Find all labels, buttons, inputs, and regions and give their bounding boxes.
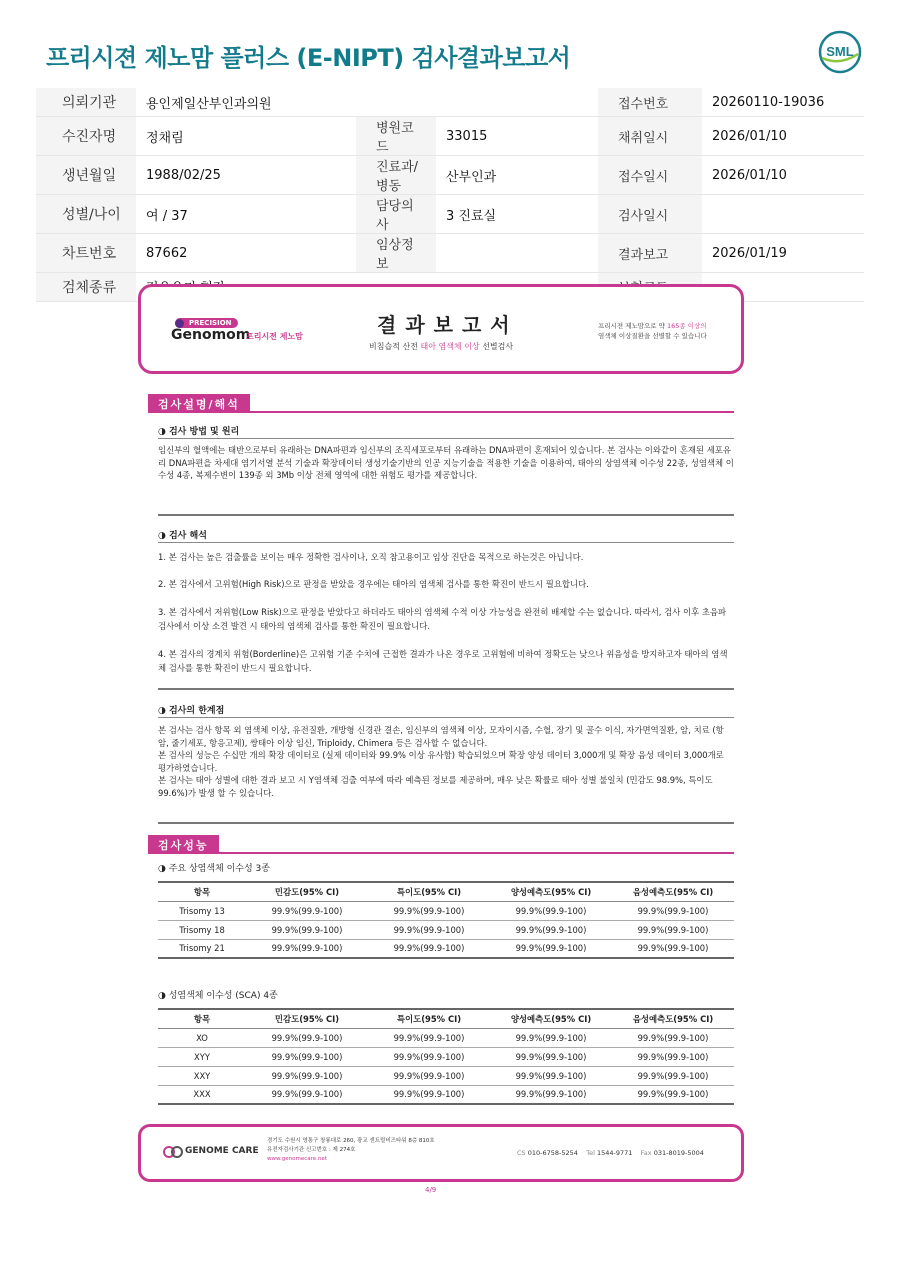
column-header: 특이도(95% CI)	[368, 1009, 490, 1028]
table-cell: 99.9%(99.9-100)	[612, 1028, 734, 1047]
column-header: 양성예측도(95% CI)	[490, 1009, 612, 1028]
report-date-label: 결과보고	[598, 234, 702, 273]
column-header: 민감도(95% CI)	[246, 882, 368, 901]
column-header: 항목	[158, 882, 246, 901]
table-row	[158, 1047, 734, 1066]
test-date-label: 검사일시	[598, 195, 702, 234]
sex-age-value: 여 / 37	[136, 195, 356, 234]
table-cell: 99.9%(99.9-100)	[246, 1028, 368, 1047]
method-text: 임신부의 혈액에는 태반으로부터 유래하는 DNA파편과 임신부의 조직세포로부터 유래하는 DNA파편이 혼재되어 있습니다. 본 검사는 이와같이 혼재된 세포유리 DNA파편을 차세대 염기서열 분석 기술과 확장데이터 생성기술기반의 인공 지능기술을 적용한 기술을 이용하여, 태아의 상염색체 이수성 22종, 성염색체 이수성 4종, 복제수변이 139종 외 3Mb 이상 전체 영역에 대한 위험도 평가를 제공합니다.	[158, 445, 734, 480]
table-cell: XYY	[158, 1047, 246, 1066]
genome-care-address: 경기도 수원시 영통구 창룡대로 260, 광교 센트럴비즈타워 8층 810호 유전자검사기관 신고번호 : 제 274호 www.genomecare.net	[267, 1138, 435, 1162]
table-row	[158, 939, 734, 958]
table-cell: 99.9%(99.9-100)	[368, 939, 490, 958]
table-cell: 99.9%(99.9-100)	[490, 1047, 612, 1066]
column-header: 특이도(95% CI)	[368, 882, 490, 901]
table-cell: XXX	[158, 1085, 246, 1104]
table-cell: Trisomy 13	[158, 901, 246, 920]
table-row	[158, 901, 734, 920]
table-row	[158, 920, 734, 939]
hospital-code-label: 병원코드	[356, 117, 436, 156]
doctor-label: 담당의사	[356, 195, 436, 234]
table-cell: Trisomy 21	[158, 939, 246, 958]
table1-heading: ◑ 주요 상염색체 이수성 3종	[158, 864, 270, 874]
patient-label: 수진자명	[36, 117, 136, 156]
table-cell: 99.9%(99.9-100)	[246, 901, 368, 920]
info-row	[36, 88, 864, 117]
table-cell: 99.9%(99.9-100)	[246, 1047, 368, 1066]
page-number: 4/9	[425, 1186, 437, 1194]
institution-value: 용인제일산부인과의원	[136, 88, 598, 117]
performance-table-sex-chromosome	[158, 1008, 734, 1105]
limit-text-2: 본 검사의 성능은 수십만 개의 확장 데이터로 (실제 데이터와 99.9% 이상 유사함) 학습되었으며 확장 양성 데이터 3,000개 및 확장 음성 데이터 3,000개로 평가하였습니다.	[158, 750, 724, 773]
dept-value: 산부인과	[436, 156, 598, 195]
section-heading-performance: 검사성능	[148, 835, 219, 854]
report-footer	[138, 1124, 744, 1182]
svg-text:SML: SML	[826, 44, 854, 59]
rule	[158, 514, 734, 516]
genomom-brand: Genomom	[171, 327, 251, 343]
table-cell: 99.9%(99.9-100)	[368, 1028, 490, 1047]
table-cell: 99.9%(99.9-100)	[368, 1085, 490, 1104]
table-cell: 99.9%(99.9-100)	[246, 939, 368, 958]
chart-no-value: 87662	[136, 234, 356, 273]
limit-text-3: 본 검사는 태아 성별에 대한 결과 보고 시 Y염색체 검출 여부에 따라 예측된 정보를 제공하며, 매우 낮은 확률로 태아 성별 불일치 (민감도 98.9%, 특이도 99.6%)가 발생 할 수 있습니다.	[158, 775, 713, 798]
method-heading: ◑ 검사 방법 및 원리	[158, 427, 240, 437]
column-header: 음성예측도(95% CI)	[612, 882, 734, 901]
column-header: 음성예측도(95% CI)	[612, 1009, 734, 1028]
page-title: 프리시젼 제노맘 플러스 (E-NIPT) 검사결과보고서	[46, 44, 571, 72]
chart-no-label: 차트번호	[36, 234, 136, 273]
collect-date-label: 채취일시	[598, 117, 702, 156]
genome-care-name: GENOME CARE	[185, 1146, 259, 1156]
table-cell: 99.9%(99.9-100)	[246, 1085, 368, 1104]
table-cell: 99.9%(99.9-100)	[612, 1047, 734, 1066]
rule	[158, 717, 734, 718]
rule	[158, 822, 734, 824]
table-cell: XXY	[158, 1066, 246, 1085]
table-row	[158, 1066, 734, 1085]
table-row	[158, 1028, 734, 1047]
limit-heading: ◑ 검사의 한계점	[158, 706, 225, 716]
performance-table-autosomal	[158, 881, 734, 959]
table-cell: 99.9%(99.9-100)	[368, 1047, 490, 1066]
report-date-value: 2026/01/19	[702, 234, 864, 273]
hospital-code-value: 33015	[436, 117, 598, 156]
info-row	[36, 234, 864, 273]
table-cell: 99.9%(99.9-100)	[490, 1028, 612, 1047]
table-cell: 99.9%(99.9-100)	[612, 1066, 734, 1085]
column-header: 민감도(95% CI)	[246, 1009, 368, 1028]
receipt-date-value: 2026/01/10	[702, 156, 864, 195]
collect-date-value: 2026/01/10	[702, 117, 864, 156]
rule	[158, 438, 734, 439]
patient-info-table	[36, 88, 864, 302]
report-title: 결과보고서	[377, 313, 519, 337]
info-row	[36, 156, 864, 195]
table-cell: 99.9%(99.9-100)	[612, 1085, 734, 1104]
clinical-value	[436, 234, 598, 273]
interp-heading: ◑ 검사 해석	[158, 531, 207, 541]
sex-age-label: 성별/나이	[36, 195, 136, 234]
interp-item-1: 1. 본 검사는 높은 검출률을 보이는 매우 정확한 검사이나, 오직 참고용이고 임상 진단을 목적으로 하는것은 아닙니다.	[158, 552, 584, 562]
table-header-row	[158, 882, 734, 901]
dob-value: 1988/02/25	[136, 156, 356, 195]
table-cell: 99.9%(99.9-100)	[490, 901, 612, 920]
test-date-value	[702, 195, 864, 234]
table-cell: 99.9%(99.9-100)	[612, 920, 734, 939]
table-cell: 99.9%(99.9-100)	[490, 1085, 612, 1104]
receipt-no-value: 20260110-19036	[702, 88, 864, 117]
interp-item-2: 2. 본 검사에서 고위험(High Risk)으로 판정을 받았을 경우에는 태아의 염색체 검사를 통한 확진이 반드시 필요합니다.	[158, 579, 589, 589]
limit-text-1: 본 검사는 검사 항목 외 염색체 이상, 유전질환, 개방형 신경관 결손, 임신부의 염색체 이상, 모자이시즘, 수혈, 장기 및 골수 이식, 자가면역질환, 암, 치료 (항암, 줄기세포, 항응고제), 쌍태아 이상 임신, Triploidy, Chimera 등은 검사할 수 없습니다.	[158, 725, 724, 748]
table-cell: 99.9%(99.9-100)	[246, 1066, 368, 1085]
report-banner	[138, 284, 744, 374]
receipt-no-label: 접수번호	[598, 88, 702, 117]
doctor-value: 3 진료실	[436, 195, 598, 234]
section-heading-description: 검사설명/해석	[148, 394, 250, 413]
table-cell: 99.9%(99.9-100)	[368, 920, 490, 939]
table-cell: 99.9%(99.9-100)	[612, 939, 734, 958]
table-cell: Trisomy 18	[158, 920, 246, 939]
table2-heading: ◑ 성염색체 이수성 (SCA) 4종	[158, 991, 278, 1001]
interp-item-4: 4. 본 검사의 경계치 위험(Borderline)은 고위험 기준 수치에 근접한 결과가 나온 경우로 고위험에 비하여 정확도는 낮으나 위음성을 방지하고자 태아의 염색체 검사를 통한 확진이 반드시 필요합니다.	[158, 649, 728, 673]
section-divider	[148, 411, 734, 413]
report-subtitle: 비침습적 산전 태아 염색체 이상 선별검사	[369, 342, 514, 351]
column-header: 양성예측도(95% CI)	[490, 882, 612, 901]
dept-label: 진료과/병동	[356, 156, 436, 195]
specimen-label: 검체종류	[36, 273, 136, 302]
receipt-date-label: 접수일시	[598, 156, 702, 195]
dob-label: 생년월일	[36, 156, 136, 195]
sml-logo	[818, 30, 862, 74]
genomom-brand-sub: 프리시젼 제노맘	[246, 332, 303, 341]
genome-care-contacts: CS 010-6758-5254 Tel 1544-9771 Fax 031-8019-5004	[517, 1149, 704, 1157]
patient-value: 정채림	[136, 117, 356, 156]
clinical-label: 임상정보	[356, 234, 436, 273]
table-cell: 99.9%(99.9-100)	[368, 901, 490, 920]
table-header-row	[158, 1009, 734, 1028]
genome-care-logo-icon	[163, 1145, 183, 1159]
info-row	[36, 195, 864, 234]
rule	[158, 542, 734, 543]
table-cell: XO	[158, 1028, 246, 1047]
table-cell: 99.9%(99.9-100)	[490, 939, 612, 958]
table-cell: 99.9%(99.9-100)	[368, 1066, 490, 1085]
section-divider	[148, 852, 734, 854]
institution-label: 의뢰기관	[36, 88, 136, 117]
precision-badge: PRECISION	[175, 318, 238, 328]
report-note: 프리시젼 제노맘으로 약 165종 이상의 염색체 이상질환을 선별할 수 있습니다	[598, 322, 707, 340]
rule	[158, 688, 734, 690]
table-row	[158, 1085, 734, 1104]
interp-item-3: 3. 본 검사에서 저위험(Low Risk)으로 판정을 받았다고 하더라도 태아의 염색체 수적 이상 가능성을 완전히 배제할 수는 없습니다. 따라서, 검사 이후 초음파 검사에서 이상 소견 발견 시 태아의 염색체 검사를 통한 확진이 필요합니다.	[158, 607, 727, 631]
table-cell: 99.9%(99.9-100)	[490, 1066, 612, 1085]
table-cell: 99.9%(99.9-100)	[612, 901, 734, 920]
info-row	[36, 117, 864, 156]
table-cell: 99.9%(99.9-100)	[246, 920, 368, 939]
table-cell: 99.9%(99.9-100)	[490, 920, 612, 939]
column-header: 항목	[158, 1009, 246, 1028]
